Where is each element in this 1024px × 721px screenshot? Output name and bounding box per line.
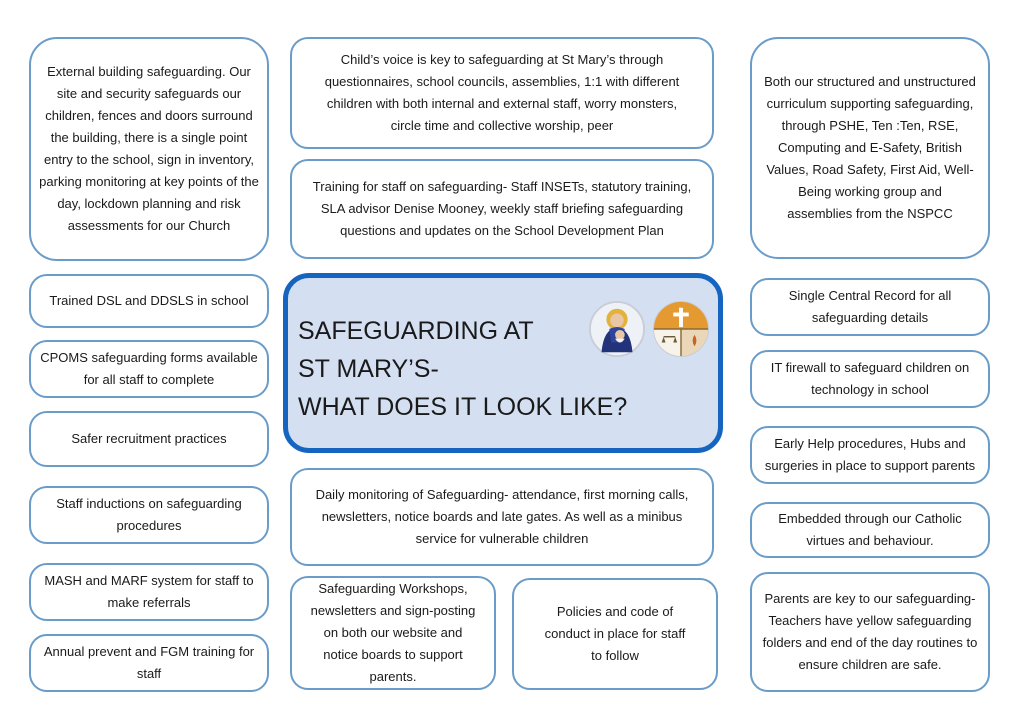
workshops-text: Safeguarding Workshops, newsletters and sign-posting on both our website and notice boards to support parents.	[310, 581, 476, 684]
early-help-box	[750, 426, 990, 484]
childs-voice-box	[290, 37, 714, 149]
policies-box	[512, 578, 718, 690]
workshops-box	[290, 576, 496, 690]
parents-box	[750, 572, 990, 692]
title-line-3: WHAT DOES IT LOOK LIKE?	[298, 393, 628, 421]
policies-text: Policies and code of conduct in place for staff to follow	[544, 604, 686, 663]
staff-training-text: Training for staff on safeguarding- Staff INSETs, statutory training, SLA advisor Denise Mooney, weekly staff briefing safeguarding questions and updates on the School Development Plan	[312, 179, 692, 238]
saint-mary-logo-icon	[588, 300, 646, 358]
cpoms-text: CPOMS safeguarding forms available for all staff to complete	[40, 350, 258, 387]
inductions-box	[29, 486, 269, 544]
central-title	[298, 312, 628, 426]
curriculum-box	[750, 37, 990, 259]
daily-monitoring-text: Daily monitoring of Safeguarding- attendance, first morning calls, newsletters, notice boards and late gates. As well as a minibus service for vulnerable children	[315, 487, 689, 546]
it-firewall-text: IT firewall to safeguard children on technology in school	[770, 360, 970, 397]
mash-box	[29, 563, 269, 621]
prevent-box	[29, 634, 269, 692]
daily-monitoring-box	[290, 468, 714, 566]
catholic-virtues-box	[750, 502, 990, 558]
recruitment-box	[29, 411, 269, 467]
title-line-2: ST MARY’S-	[298, 355, 439, 383]
parents-text: Parents are key to our safeguarding- Teachers have yellow safeguarding folders and end of the day routines to ensure children are safe.	[762, 591, 978, 672]
cpoms-box	[29, 340, 269, 398]
single-central-record-text: Single Central Record for all safeguarding details	[788, 288, 952, 325]
building-safeguarding-box	[29, 37, 269, 261]
dsl-box	[29, 274, 269, 328]
catholic-virtues-text: Embedded through our Catholic virtues and behaviour.	[778, 511, 962, 548]
recruitment-text: Safer recruitment practices	[71, 431, 227, 446]
early-help-text: Early Help procedures, Hubs and surgeries in place to support parents	[764, 436, 976, 473]
it-firewall-box	[750, 350, 990, 408]
title-line-1: SAFEGUARDING AT	[298, 317, 534, 345]
dsl-text: Trained DSL and DDSLS in school	[49, 293, 249, 308]
building-safeguarding-text: External building safeguarding. Our site and security safeguards our children, fences and doors surround the building, there is a single point entry to the school, sign in inventory, parking monitoring at key points of the day, lockdown planning and risk assessments for our Church	[39, 64, 259, 233]
mash-text: MASH and MARF system for staff to make referrals	[44, 573, 254, 610]
central-title-panel	[283, 273, 723, 453]
prevent-text: Annual prevent and FGM training for staff	[43, 644, 255, 681]
single-central-record-box	[750, 278, 990, 336]
childs-voice-text: Child’s voice is key to safeguarding at St Mary’s through questionnaires, school councils, assemblies, 1:1 with different children with both internal and external staff, worry monsters, circle time and collective worship, peer	[324, 52, 680, 133]
school-crest-icon	[652, 300, 710, 358]
curriculum-text: Both our structured and unstructured curriculum supporting safeguarding, through PSHE, Ten :Ten, RSE, Computing and E-Safety, British Values, Road Safety, First Aid, Well-Being working group and assemblies from the NSPCC	[764, 74, 976, 221]
staff-training-box	[290, 159, 714, 259]
inductions-text: Staff inductions on safeguarding procedures	[56, 496, 242, 533]
